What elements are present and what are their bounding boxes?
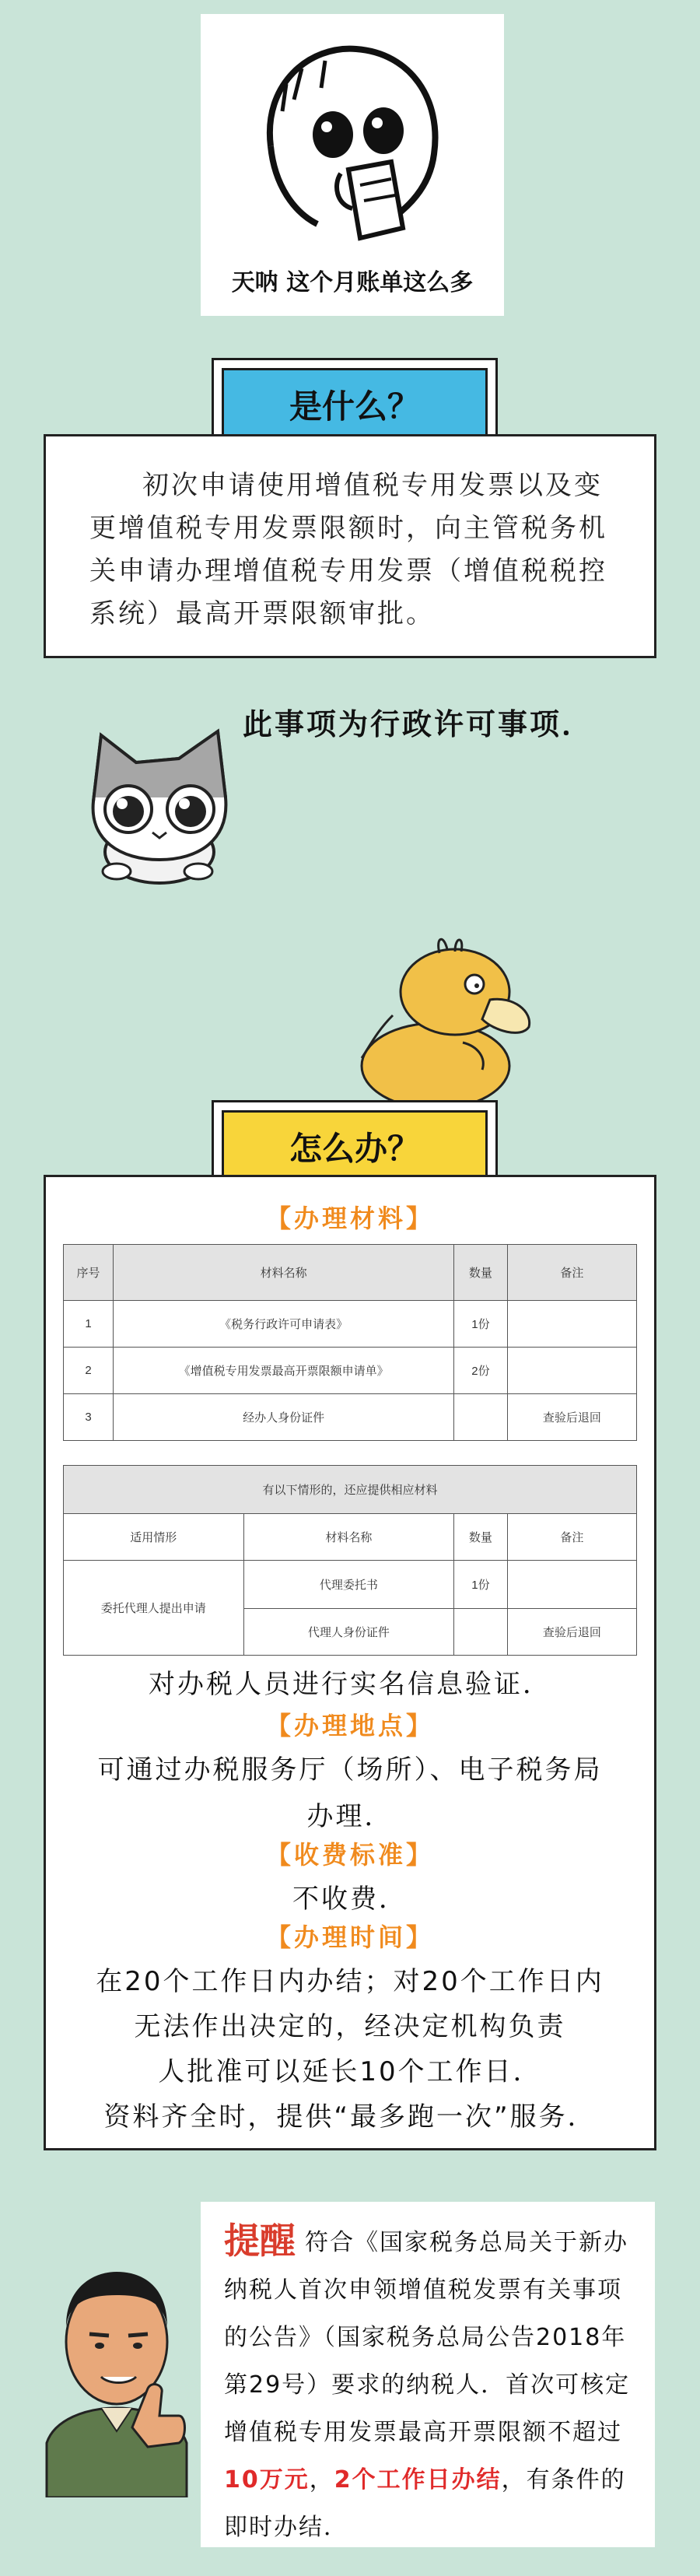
table-row — [64, 1301, 637, 1348]
table-cell: 2份 — [454, 1348, 507, 1394]
definition-text: 初次申请使用增值税专用发票以及变更增值税专用发票限额时，向主管税务机关申请办理增值税专用发票（增值税税控系统）最高开票限额审批。 — [89, 470, 607, 629]
reminder-text-part: 符合《国家税务总局关于新办纳税人首次申领增值税发票有关事项的公告》（国家税务总局公告2018年第29号）要求的纳税人．首次可核定增值税专用发票最高开票限额不超过 — [224, 2229, 631, 2446]
table-cell: 代理委托书 — [243, 1561, 454, 1609]
table-cell: 1份 — [454, 1301, 507, 1348]
section-tag-how — [212, 1100, 498, 1180]
cat-icon — [70, 716, 249, 887]
table-header: 备注 — [507, 1245, 636, 1301]
table-cell: 委托代理人提出申请 — [64, 1561, 244, 1656]
time-line: 资料齐全时，提供“最多跑一次”服务． — [103, 2101, 597, 2133]
materials-table — [63, 1244, 637, 1441]
table-cell: 查验后退回 — [507, 1609, 636, 1656]
table-header: 数量 — [454, 1514, 507, 1561]
definition-box — [44, 434, 656, 658]
table-header: 适用情形 — [64, 1514, 244, 1561]
table-row — [64, 1561, 637, 1609]
table-row — [64, 1394, 637, 1441]
table-cell — [454, 1609, 507, 1656]
table-cell: 3 — [64, 1394, 114, 1441]
materials-label: 【办理材料】 — [265, 1204, 434, 1233]
man-thumbs-up-icon — [31, 2248, 202, 2497]
reminder-title: 提醒 — [224, 2220, 296, 2262]
table-header: 备注 — [507, 1514, 636, 1561]
table-row — [64, 1348, 637, 1394]
section-heading-what: 是什么？ — [222, 368, 488, 438]
table-header: 材料名称 — [114, 1245, 454, 1301]
fee-label: 【收费标准】 — [265, 1840, 434, 1870]
time-line: 在20个工作日内办结；对20个工作日内 — [96, 1966, 604, 1997]
reminder-text — [224, 2219, 639, 2551]
table-cell: 《增值税专用发票最高开票限额申请单》 — [114, 1348, 454, 1394]
location-text: 可通过办税服务厅（场所）、电子税务局 — [97, 1754, 603, 1786]
administrative-note: 此事项为行政许可事项． — [243, 707, 594, 741]
fee-text: 不收费． — [292, 1884, 408, 1915]
meme-card — [201, 14, 504, 316]
table-cell — [507, 1348, 636, 1394]
section-tag-what — [212, 358, 498, 438]
table-header: 数量 — [454, 1245, 507, 1301]
table-cell — [454, 1394, 507, 1441]
table-cell — [507, 1561, 636, 1609]
table-cell — [507, 1301, 636, 1348]
table-cell: 代理人身份证件 — [243, 1609, 454, 1656]
table-cell: 经办人身份证件 — [114, 1394, 454, 1441]
duck-icon — [346, 930, 537, 1105]
table-cell: 《税务行政许可申请表》 — [114, 1301, 454, 1348]
verify-text: 对办税人员进行实名信息验证． — [149, 1669, 551, 1700]
table-caption: 有以下情形的，还应提供相应材料 — [64, 1466, 637, 1514]
table-header: 序号 — [64, 1245, 114, 1301]
location-text-2: 办理． — [306, 1801, 394, 1832]
cartoon-face-icon — [247, 37, 457, 247]
time-line: 无法作出决定的，经决定机构负责 — [134, 2011, 566, 2042]
reminder-highlight: 10万元 — [224, 2466, 310, 2494]
location-label: 【办理地点】 — [265, 1711, 434, 1740]
reminder-text-part: ，有条件的即时办结． — [224, 2466, 626, 2541]
table-header: 材料名称 — [243, 1514, 454, 1561]
meme-caption: 天呐 这个月账单这么多 — [231, 269, 474, 296]
section-heading-how: 怎么办？ — [222, 1110, 488, 1180]
table-cell: 1份 — [454, 1561, 507, 1609]
reminder-card — [201, 2202, 655, 2547]
reminder-text-part: ， — [309, 2466, 334, 2494]
additional-materials-table — [63, 1465, 637, 1656]
table-cell: 2 — [64, 1348, 114, 1394]
reminder-highlight: 2个工作日办结 — [334, 2466, 502, 2494]
time-line: 人批准可以延长10个工作日． — [158, 2056, 542, 2087]
procedure-box — [44, 1175, 656, 2150]
table-cell: 1 — [64, 1301, 114, 1348]
time-label: 【办理时间】 — [265, 1922, 434, 1952]
table-cell: 查验后退回 — [507, 1394, 636, 1441]
